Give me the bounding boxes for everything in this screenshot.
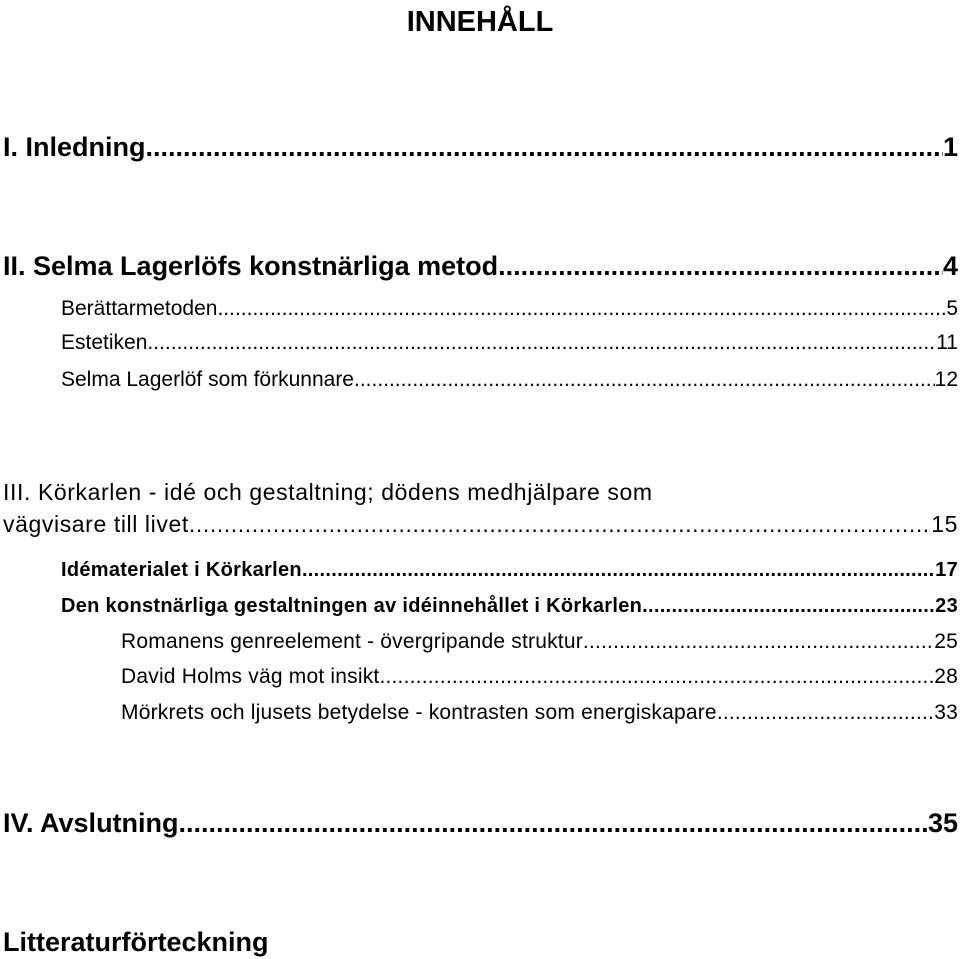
toc-entry-genreelement[interactable] bbox=[121, 628, 958, 656]
dot-leader bbox=[583, 628, 934, 656]
toc-entry-avslutning[interactable] bbox=[3, 806, 958, 840]
toc-entry-litteratur[interactable]: Litteraturförteckning bbox=[3, 927, 269, 957]
toc-label: Idématerialet i Körkarlen bbox=[61, 559, 302, 581]
toc-page-number: 33 bbox=[934, 701, 958, 724]
toc-page-number: 25 bbox=[934, 630, 958, 653]
toc-entry-estetiken[interactable] bbox=[61, 329, 958, 357]
toc-entry-korkarlen[interactable] bbox=[3, 508, 958, 540]
dot-leader bbox=[189, 508, 931, 540]
toc-page-number: 4 bbox=[942, 251, 958, 281]
dot-leader bbox=[217, 295, 946, 323]
toc-label: David Holms väg mot insikt bbox=[121, 665, 380, 688]
toc-entry-korkarlen-line1[interactable]: III. Körkarlen - idé och gestaltning; dödens medhjälpare som bbox=[3, 479, 653, 505]
toc-label: Berättarmetoden bbox=[61, 297, 218, 320]
toc-label: II. Selma Lagerlöfs konstnärliga metod bbox=[3, 251, 499, 281]
toc-entry-david-holm[interactable] bbox=[121, 663, 958, 691]
dot-leader bbox=[379, 663, 934, 691]
toc-entry-idematerialet[interactable] bbox=[61, 556, 958, 584]
dot-leader bbox=[717, 699, 934, 727]
toc-entry-forkunnare[interactable] bbox=[61, 366, 958, 394]
toc-page-number: 12 bbox=[934, 368, 958, 391]
toc-entry-berattarmetoden[interactable] bbox=[61, 295, 958, 323]
page-title: INNEHÅLL bbox=[406, 6, 554, 38]
dot-leader bbox=[354, 366, 935, 394]
toc-page-number: 17 bbox=[935, 559, 958, 581]
toc-entry-morkrets[interactable] bbox=[121, 699, 958, 727]
toc-page-number: 5 bbox=[946, 297, 958, 320]
toc-entry-metod[interactable] bbox=[3, 249, 958, 283]
dot-leader bbox=[179, 806, 928, 840]
dot-leader bbox=[302, 556, 935, 584]
dot-leader bbox=[642, 592, 935, 620]
dot-leader bbox=[146, 130, 943, 164]
toc-page-number: 28 bbox=[934, 665, 958, 688]
toc-page-number: 1 bbox=[942, 132, 958, 162]
toc-label: IV. Avslutning bbox=[3, 808, 179, 838]
toc-page-number: 15 bbox=[931, 511, 958, 537]
dot-leader bbox=[147, 329, 936, 357]
toc-label: I. Inledning bbox=[3, 132, 146, 162]
dot-leader bbox=[498, 249, 943, 283]
toc-label: Selma Lagerlöf som förkunnare bbox=[61, 368, 354, 391]
toc-page-number: 11 bbox=[936, 331, 958, 354]
toc-label: Den konstnärliga gestaltningen av idéinnehållet i Körkarlen bbox=[61, 595, 643, 617]
toc-label: Estetiken bbox=[61, 331, 148, 354]
toc-label: Mörkrets och ljusets betydelse - kontrasten som energiskapare bbox=[121, 701, 717, 724]
toc-label: Romanens genreelement - övergripande struktur bbox=[121, 630, 583, 653]
toc-entry-gestaltningen[interactable] bbox=[61, 592, 958, 620]
toc-entry-inledning[interactable] bbox=[3, 130, 958, 164]
toc-page-number: 35 bbox=[927, 808, 958, 838]
toc-page-number: 23 bbox=[935, 595, 958, 617]
toc-label: vägvisare till livet bbox=[3, 511, 189, 537]
